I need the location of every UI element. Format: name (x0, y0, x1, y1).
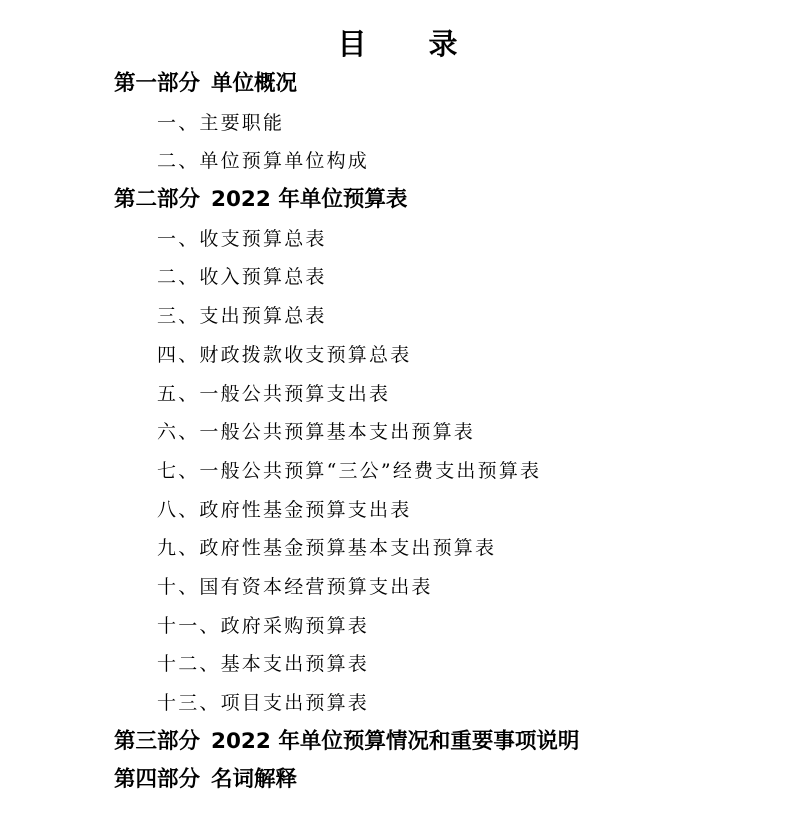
toc-part-heading[interactable] (114, 65, 297, 104)
toc-entry[interactable] (0, 104, 795, 143)
toc-entry-label: 八、政府性基金预算支出表 (157, 498, 412, 521)
toc-entry[interactable] (0, 645, 795, 684)
toc-entry[interactable] (0, 684, 795, 723)
toc-entry[interactable] (0, 375, 795, 414)
toc-entry[interactable] (0, 258, 795, 297)
toc-entry-label: 二、收入预算总表 (157, 266, 327, 289)
toc-entry-label: 一、主要职能 (157, 111, 285, 134)
toc-part-heading[interactable] (114, 181, 407, 220)
toc-entry-label: 四、财政拨款收支预算总表 (157, 343, 412, 366)
toc-entry-label: 十、国有资本经营预算支出表 (157, 575, 433, 598)
toc-title: 目 录 (337, 27, 484, 61)
toc-list (0, 65, 795, 800)
toc-entry[interactable] (0, 529, 795, 568)
toc-entry[interactable] (0, 568, 795, 607)
toc-entry[interactable] (0, 413, 795, 452)
toc-entry-label: 二、单位预算单位构成 (157, 150, 370, 173)
toc-part-name: 2022 年单位预算表 (211, 187, 408, 213)
toc-entry[interactable] (0, 607, 795, 646)
toc-part-label: 第一部分 (114, 71, 201, 96)
toc-entry[interactable] (0, 297, 795, 336)
toc-entry-label: 九、政府性基金预算基本支出预算表 (157, 537, 497, 560)
toc-entry-label: 十三、项目支出预算表 (157, 692, 370, 714)
toc-part-4[interactable] (0, 761, 795, 800)
toc-part-1[interactable] (0, 65, 795, 104)
toc-part-label: 第二部分 (114, 187, 201, 213)
toc-part-3[interactable] (0, 723, 795, 762)
toc-part-label: 第三部分 (114, 728, 201, 754)
toc-part-name: 单位概况 (211, 71, 298, 96)
toc-entry[interactable] (0, 142, 795, 181)
toc-part-name: 2022 年单位预算情况和重要事项说明 (211, 728, 580, 754)
toc-entry-label: 十二、基本支出预算表 (157, 653, 370, 676)
toc-entry[interactable] (0, 336, 795, 375)
toc-part-2[interactable] (0, 181, 795, 220)
toc-part-heading[interactable] (114, 761, 297, 800)
toc-entry-label: 十一、政府采购预算表 (157, 614, 370, 637)
toc-entry-label: 一、收支预算总表 (157, 227, 327, 250)
toc-entry[interactable] (0, 452, 795, 491)
toc-entry-label: 六、一般公共预算基本支出预算表 (157, 421, 476, 444)
toc-part-heading[interactable] (114, 723, 579, 762)
toc-entry-label: 三、支出预算总表 (157, 305, 327, 328)
toc-part-name: 名词解释 (211, 767, 298, 793)
toc-entry-label: 五、一般公共预算支出表 (157, 382, 391, 405)
toc-entry-label: 七、一般公共预算“三公”经费支出预算表 (157, 459, 542, 482)
toc-entry[interactable] (0, 491, 795, 530)
toc-part-label: 第四部分 (114, 767, 201, 793)
toc-entry[interactable] (0, 220, 795, 259)
